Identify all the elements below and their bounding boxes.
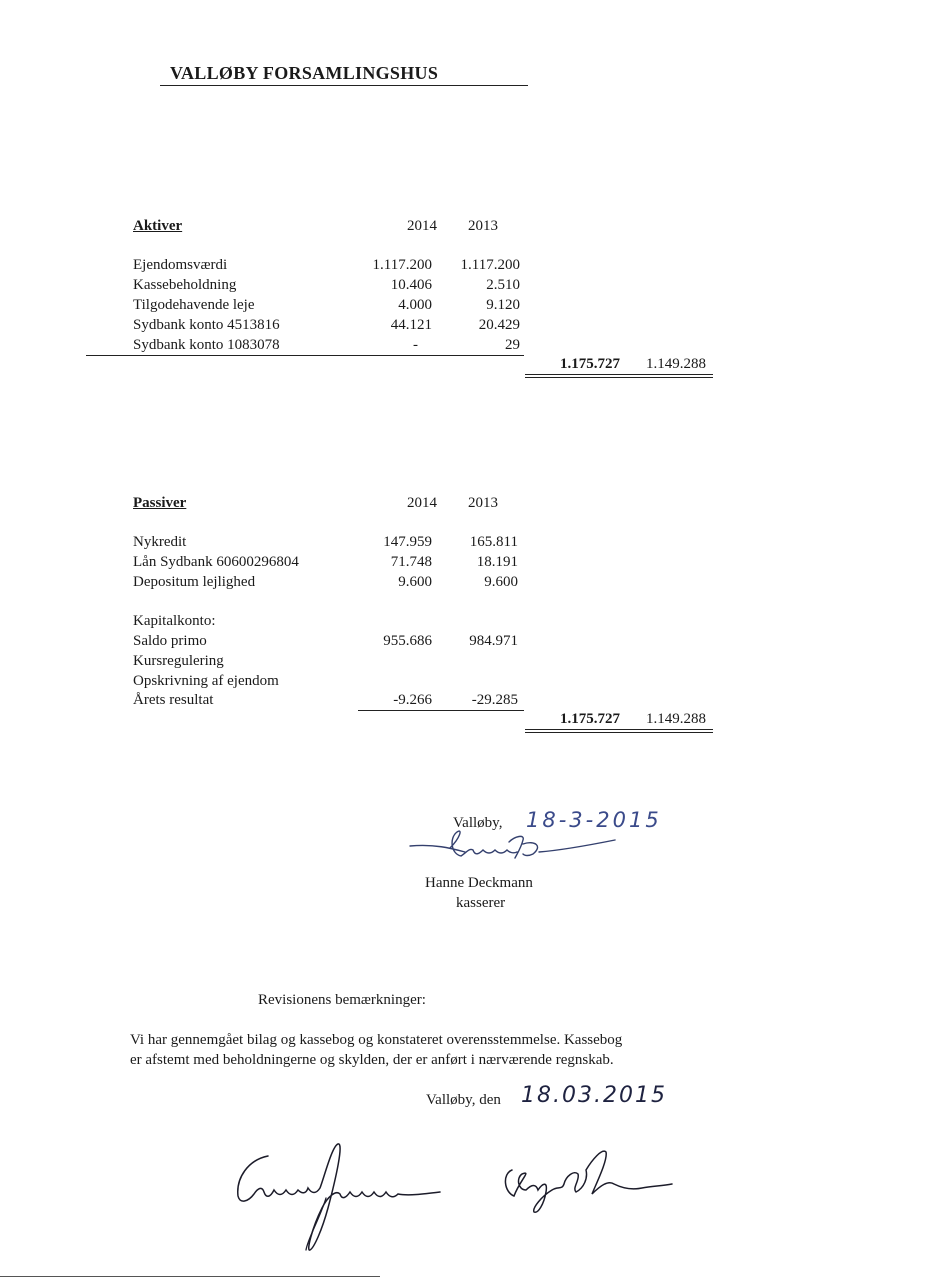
assets-row-2013: 29 — [505, 337, 520, 353]
capital-row-2013: 984.971 — [469, 633, 518, 649]
assets-row-2014: 1.117.200 — [372, 257, 432, 273]
assets-total-double-rule-bottom — [525, 377, 713, 378]
audit-header: Revisionens bemærkninger: — [258, 992, 426, 1008]
treasurer-role: kasserer — [456, 895, 506, 911]
assets-total-2013: 1.149.288 — [646, 356, 706, 372]
liabilities-row-label: Nykredit — [133, 534, 187, 550]
audit-text-line2: er afstemt med beholdningerne og skylden, der er anført i nærværende regnskab. — [130, 1052, 614, 1068]
liabilities-row-label: Lån Sydbank 60600296804 — [133, 554, 299, 570]
assets-year-prior: 2013 — [468, 218, 498, 234]
liabilities-total-double-rule-bottom — [525, 732, 713, 733]
assets-header: Aktiver — [133, 218, 183, 234]
assets-row-label: Sydbank konto 4513816 — [133, 317, 280, 333]
title-underline — [160, 85, 528, 86]
liabilities-row-2014: 71.748 — [390, 554, 432, 570]
assets-row-2014: 4.000 — [398, 297, 432, 313]
capital-row-2014: 955.686 — [383, 633, 432, 649]
auditor-signature-1 — [228, 1138, 458, 1253]
capital-row-label: Kursregulering — [133, 653, 224, 669]
assets-row-2013: 1.117.200 — [460, 257, 520, 273]
treasurer-name: Hanne Deckmann — [425, 875, 533, 891]
liabilities-header: Passiver — [133, 495, 187, 511]
capital-row-2013: -29.285 — [471, 692, 518, 708]
assets-year-current: 2014 — [407, 218, 437, 234]
signature-date-handwritten: 18-3-2015 — [526, 808, 662, 832]
liabilities-total-2014: 1.175.727 — [560, 711, 620, 727]
signature-place: Valløby, — [453, 815, 503, 831]
capital-row-label: Saldo primo — [133, 633, 207, 649]
treasurer-handwritten-signature — [405, 818, 625, 868]
assets-row-2014: 44.121 — [390, 317, 432, 333]
assets-row-label: Ejendomsværdi — [133, 257, 228, 273]
auditor-signature-2 — [492, 1140, 682, 1220]
assets-row-2014: - — [413, 337, 418, 353]
liabilities-row-2014: 147.959 — [383, 534, 432, 550]
assets-total-double-rule-top — [525, 374, 713, 375]
assets-total-2014: 1.175.727 — [560, 356, 620, 372]
liabilities-year-current: 2014 — [407, 495, 437, 511]
liabilities-row-2014: 9.600 — [398, 574, 432, 590]
assets-row-2013: 2.510 — [486, 277, 520, 293]
audit-text-line1: Vi har gennemgået bilag og kassebog og konstateret overensstemmelse. Kassebog — [130, 1032, 623, 1048]
liabilities-row-2013: 165.811 — [469, 534, 518, 550]
liabilities-row-2013: 18.191 — [476, 554, 518, 570]
liabilities-separator-line — [358, 710, 524, 711]
liabilities-total-2013: 1.149.288 — [646, 711, 706, 727]
assets-row-label: Tilgodehavende leje — [133, 297, 255, 313]
assets-row-label: Kassebeholdning — [133, 277, 237, 293]
assets-separator-line — [86, 355, 524, 356]
assets-row-2013: 9.120 — [486, 297, 520, 313]
liabilities-total-double-rule-top — [525, 729, 713, 730]
liabilities-year-prior: 2013 — [468, 495, 498, 511]
assets-row-2014: 10.406 — [390, 277, 432, 293]
document-title: VALLØBY FORSAMLINGSHUS — [170, 63, 439, 83]
capital-row-label: Opskrivning af ejendom — [133, 673, 279, 689]
capital-row-2014: -9.266 — [393, 692, 432, 708]
capital-header: Kapitalkonto: — [133, 613, 216, 629]
assets-row-label: Sydbank konto 1083078 — [133, 337, 280, 353]
capital-row-label: Årets resultat — [133, 692, 214, 708]
liabilities-row-label: Depositum lejlighed — [133, 574, 256, 590]
assets-row-2013: 20.429 — [478, 317, 520, 333]
scan-edge-line — [0, 1276, 380, 1277]
liabilities-row-2013: 9.600 — [484, 574, 518, 590]
audit-place: Valløby, den — [426, 1092, 501, 1108]
audit-date-handwritten: 18.03.2015 — [521, 1083, 667, 1108]
